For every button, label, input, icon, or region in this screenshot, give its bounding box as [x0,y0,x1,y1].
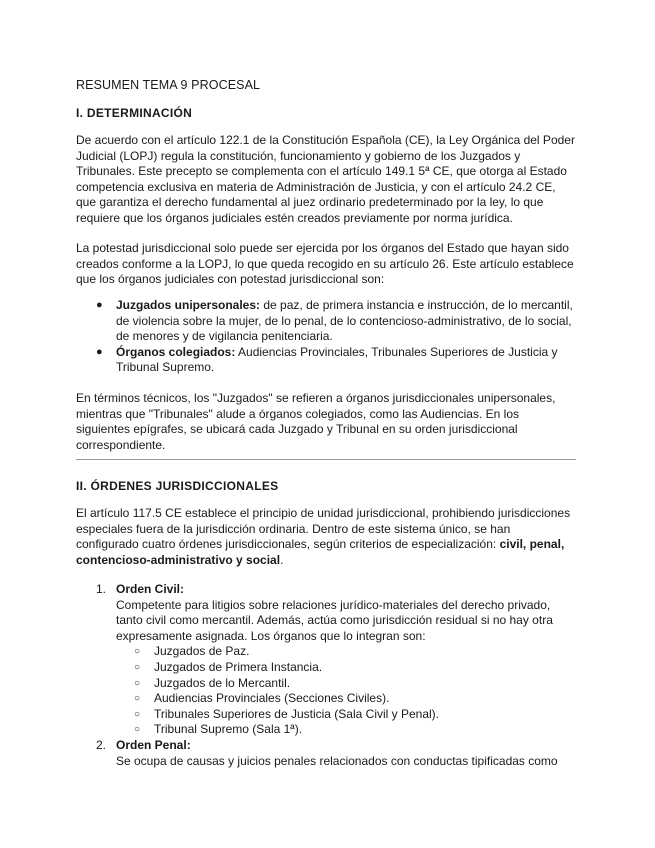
paragraph-end: . [280,552,284,567]
section-heading-determinacion: I. DETERMINACIÓN [76,106,193,120]
list-item-text: Juzgados de lo Mercantil. [154,675,291,690]
list-item [116,644,576,660]
list-item [116,676,576,692]
circle-bullet-icon: ○ [134,708,141,720]
paragraph-text: El artículo 117.5 CE establece el principio de unidad jurisdiccional, prohibiendo jurisdicciones especiales fuera de la jurisdicción ordinaria. Dentro de este sistema único, se han configurado cuatro órdenes jurisdiccionales, según criterios de especialización: [76,506,571,552]
paragraph-terminos: En términos técnicos, los "Juzgados" se refieren a órganos jurisdiccionales unipersonales, mientras que "Tribunales" alude a órganos colegiados, como las Audiencias. En los siguientes epígrafes, se ubicará cada Juzgado y Tribunal en su orden jurisdiccional correspondiente. [76,391,556,452]
circle-bullet-icon: ○ [134,646,141,658]
list-item [116,707,576,723]
list-item-text: Juzgados de Paz. [154,644,250,659]
organos-civil-list [116,644,576,738]
list-item [116,691,576,707]
paragraph-intro: De acuerdo con el artículo 122.1 de la Constitución Española (CE), la Ley Orgánica del Poder Judicial (LOPJ) regula la constitución, funcionamiento y gobierno de los Juzgados y Tribunales. Este precepto se complementa con el artículo 149.1 5ª CE, que otorga al Estado competencia exclusiva en materia de Administración de Justicia, y con el artículo 24.2 CE, que garantiza el derecho fundamental al juez ordinario predeterminado por la ley, lo que requiere que los órganos judiciales estén creados previamente por norma jurídica. [76,133,575,225]
bullet-icon: ● [96,299,103,311]
list-item [116,660,576,676]
horizontal-divider [76,459,576,460]
list-item-text: de paz, de primera instancia e instrucción, de lo mercantil, de violencia sobre la mujer, de lo penal, de lo contencioso-administrativo, de lo social, de menores y de vigilancia penitenciaria. [116,298,573,344]
bullet-icon: ● [96,345,103,358]
list-item-label: Órganos colegiados: [116,344,236,359]
order-label: Orden Penal: [116,737,191,752]
circle-bullet-icon: ○ [134,677,141,689]
order-number: 1. [96,582,107,596]
order-number: 2. [96,737,107,752]
list-item-text: Audiencias Provinciales (Secciones Civiles). [154,691,390,706]
order-description: Se ocupa de causas y juicios penales relacionados con conductas tipificadas como [116,753,558,768]
paragraph-emphasis: civil, penal, contencioso-administrativo y social [76,537,565,567]
list-item [76,298,576,345]
circle-bullet-icon: ○ [134,693,141,705]
list-item-text: Juzgados de Primera Instancia. [154,659,323,674]
list-item [76,345,576,376]
paragraph-potestad: La potestad jurisdiccional solo puede ser ejercida por los órganos del Estado que hayan sido creados conforme a la LOPJ, lo que queda recogido en su artículo 26. Este artículo establece que los órganos judiciales con potestad jurisdiccional son: [76,241,574,287]
order-description: Competente para litigios sobre relaciones jurídico-materiales del derecho privado, tanto civil como mercantil. Además, actúa como jurisdicción residual si no hay otra expresamente asignada. Los órganos que lo integran son: [116,597,553,643]
list-item [116,722,576,738]
paragraph-unidad [76,506,576,568]
section-heading-ordenes: II. ÓRDENES JURISDICCIONALES [76,479,279,493]
list-item-text: Audiencias Provinciales, Tribunales Superiores de Justicia y Tribunal Supremo. [116,344,558,375]
list-item-text: Tribunal Supremo (Sala 1ª). [154,722,303,737]
document-title: RESUMEN TEMA 9 PROCESAL [76,78,261,92]
circle-bullet-icon: ○ [134,724,141,736]
organos-list [76,298,576,376]
order-item-penal [76,738,576,769]
order-item-civil [76,582,576,738]
list-item-text: Tribunales Superiores de Justicia (Sala Civil y Penal). [154,706,440,721]
list-item-label: Juzgados unipersonales: [116,298,261,312]
circle-bullet-icon: ○ [134,661,141,673]
order-label: Orden Civil: [116,582,185,596]
ordenes-list [76,582,576,769]
